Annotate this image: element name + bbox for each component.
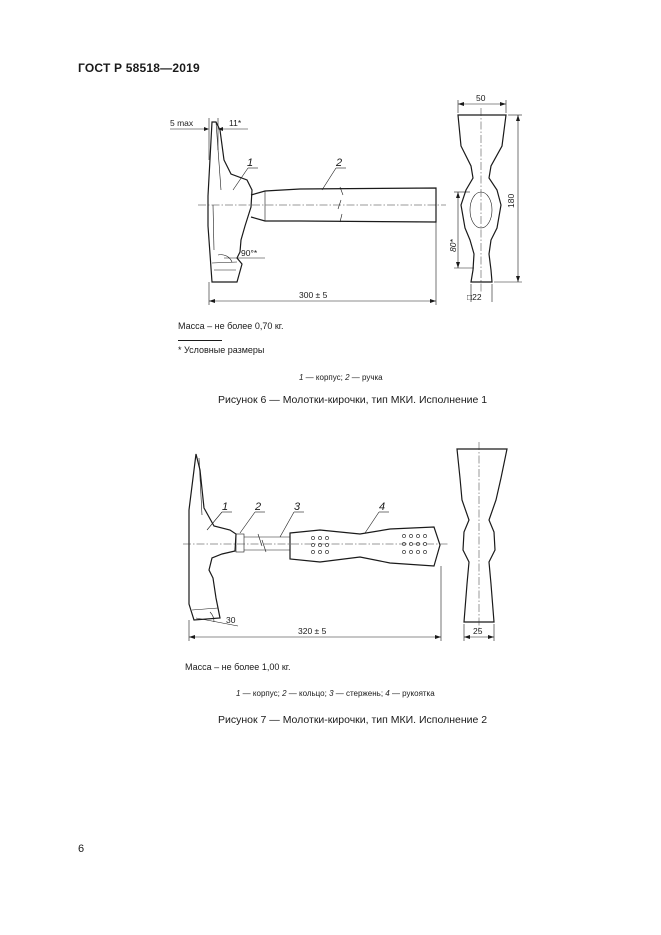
figure7-front-view [457,442,507,641]
figure7-side-view [183,454,448,641]
figure6-side-view [170,118,446,305]
footnote-rule [178,340,222,341]
fig7-mass-note: Масса – не более 1,00 кг. [185,662,291,672]
fig6-dim-length: 300 ± 5 [299,290,328,300]
fig7-dim-length: 320 ± 5 [298,626,327,636]
figure6-front-view [448,93,522,302]
fig7-callout-4: 4 [379,501,386,513]
fig7-callout-3: 3 [294,501,301,513]
document-header: ГОСТ Р 58518—2019 [78,61,200,75]
fig6-dim-angle: 90°* [241,248,258,258]
fig7-callout-2: 2 [255,501,262,513]
fig7-legend: 1 — корпус; 2 — кольцо; 3 — стержень; 4 — рукоятка [236,689,435,698]
fig6-legend: 1 — корпус; 2 — ручка [299,373,383,382]
fig7-caption: Рисунок 7 — Молотки-кирочки, тип МКИ. Исполнение 2 [218,714,488,726]
fig6-mass-note: Масса – не более 0,70 кг. [178,321,284,331]
fig6-dim-5max: 5 max [170,118,194,128]
fig6-caption: Рисунок 6 — Молотки-кирочки, тип МКИ. Исполнение 1 [218,394,488,406]
fig6-dim-11: 11* [229,118,242,128]
fig6-dim-square: □22 [467,292,482,302]
fig6-callout-2: 2 [336,157,343,169]
fig7-dim-angle: 30 [226,615,236,625]
fig6-dim-50: 50 [476,93,486,103]
fig7-callout-1: 1 [222,501,229,513]
fig6-callout-1: 1 [247,157,254,169]
fig6-dim-180: 180 [506,193,516,208]
fig6-dim-80: 80* [448,239,458,252]
fig7-dim-width: 25 [473,626,483,636]
page-number: 6 [78,843,85,855]
fig6-footnote: * Условные размеры [178,345,265,355]
